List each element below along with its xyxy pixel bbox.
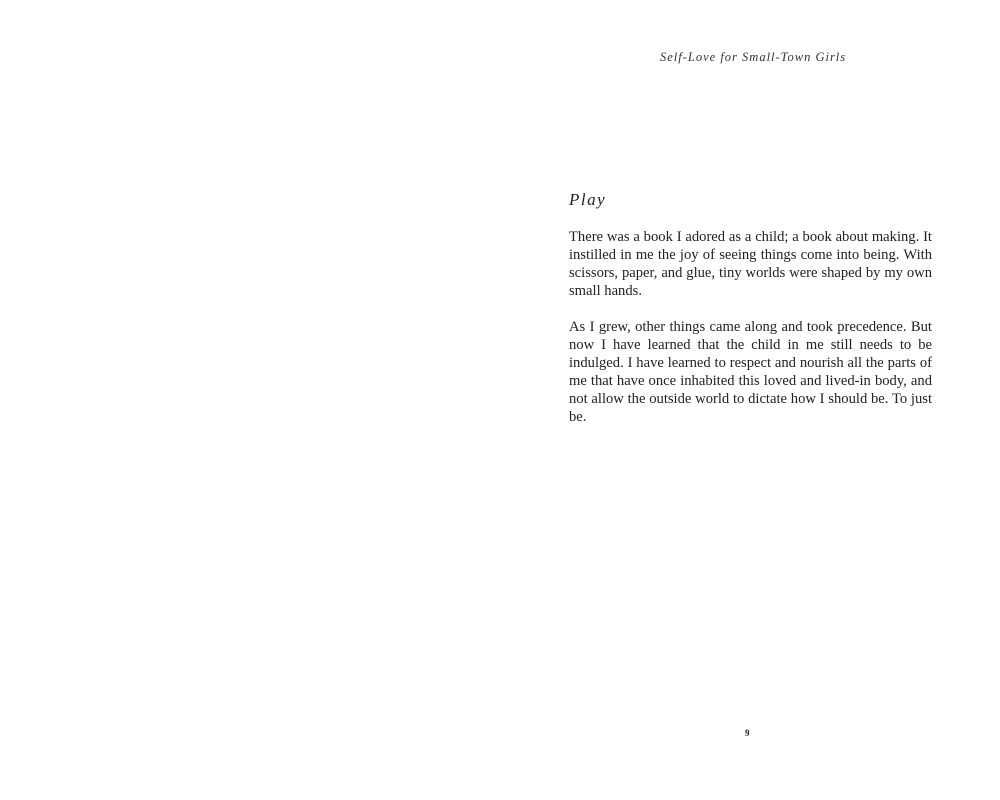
paragraph-2: As I grew, other things came along and took precedence. But now I have learned that the child in me still needs to be indulged. I have learned to respect and nourish all the parts of me that have once inhabited this loved and lived-in body, and not allow the outside world to dictate how I should be. To just be. [569,319,932,425]
paragraph-1: There was a book I adored as a child; a book about making. It instilled in me the joy of seeing things come into being. With scissors, paper, and glue, tiny worlds were shaped by my own small hands. [569,229,932,299]
right-page [500,0,1000,800]
body-text [569,228,932,444]
page-number: 9 [745,728,750,738]
chapter-title: Play [569,190,607,209]
running-header: Self-Love for Small-Town Girls [660,50,847,64]
